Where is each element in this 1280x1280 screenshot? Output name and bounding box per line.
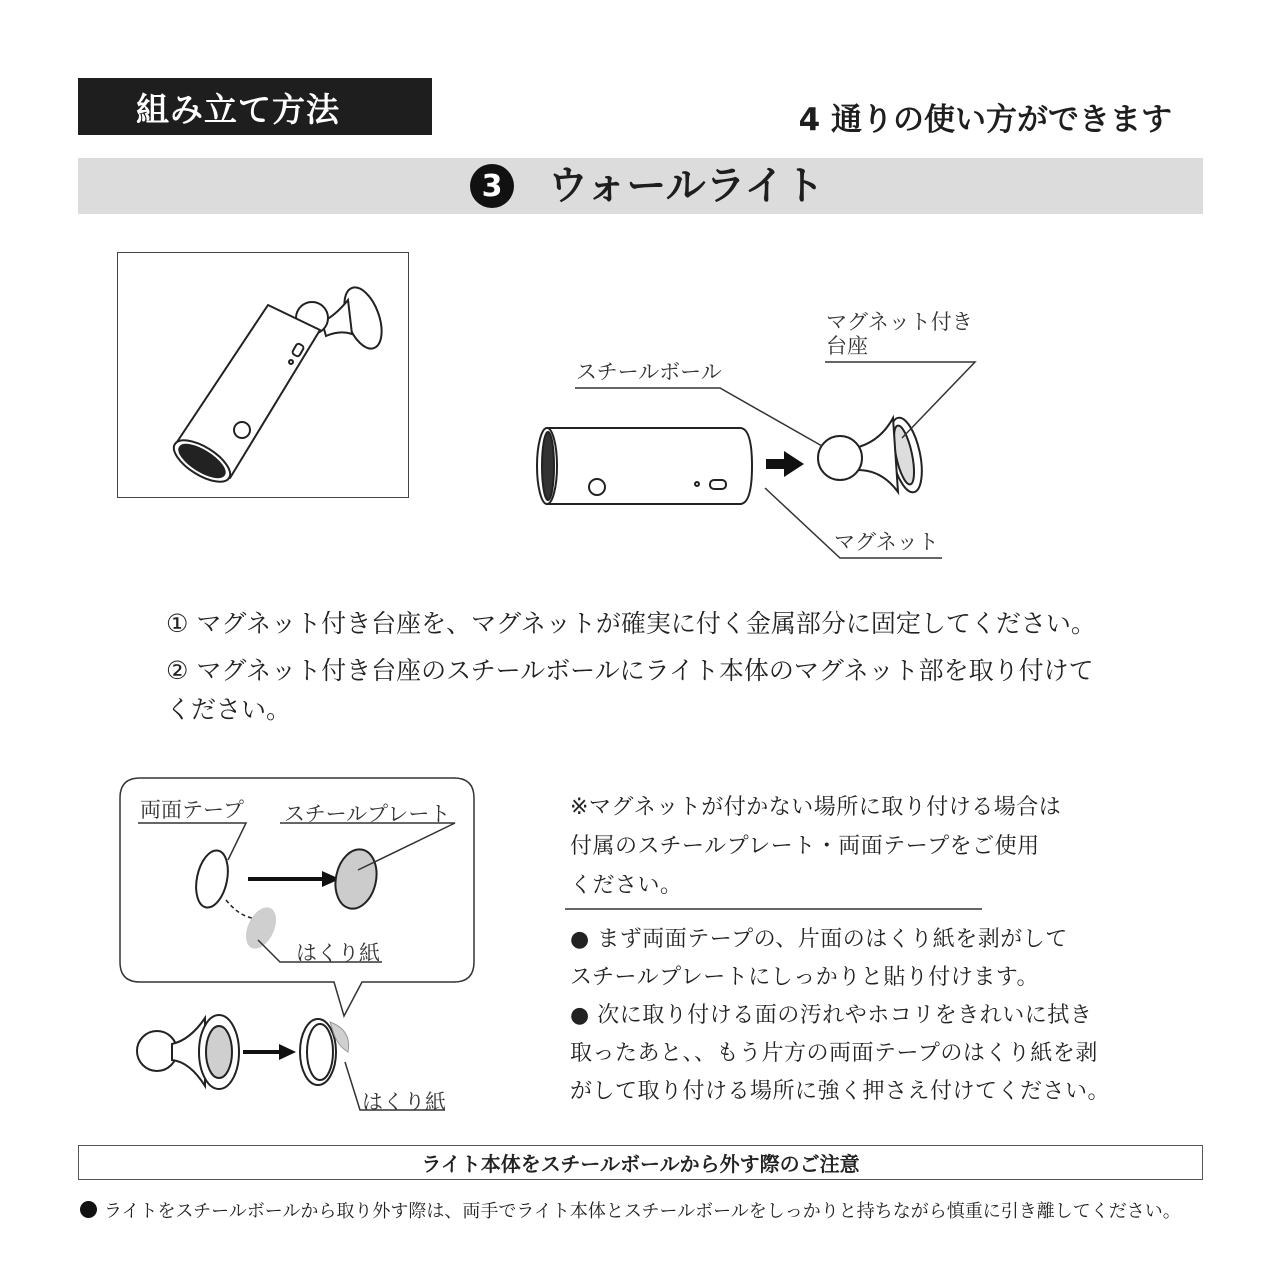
attach-arrow-icon xyxy=(766,451,804,477)
step-2: ② マグネット付き台座のスチールボールにライト本体のマグネット部を取り付けて xyxy=(166,656,1094,685)
step-1: ① マグネット付き台座を、マグネットが確実に付く金属部分に固定してください。 xyxy=(166,609,1096,638)
label-double-tape: 両面テープ xyxy=(140,798,244,822)
mount-arrow-icon xyxy=(243,1044,296,1060)
magnet-base-illustration xyxy=(818,415,928,495)
note-line-2: 付属のスチールプレート・両面テープをご使用 xyxy=(570,834,1040,859)
note-divider xyxy=(565,908,982,910)
caution-heading: ライト本体をスチールボールから外す際のご注意 xyxy=(78,1145,1203,1180)
bullet-2-line-2: 取ったあと、、もう片方の両面テープのはくり紙を剥 xyxy=(570,1041,1098,1066)
bullet-1-line-2: スチールプレートにしっかりと貼り付けます。 xyxy=(570,965,1039,990)
label-release-paper: はくり紙 xyxy=(296,941,380,965)
label-magnet-base-line2: 台座 xyxy=(826,334,868,358)
bullet-1-line-1: ● まず両面テープの、片面のはくり紙を剥がして xyxy=(570,927,1068,952)
light-body-illustration xyxy=(537,428,752,504)
caution-text: ライトをスチールボールから取り外す際は、両手でライト本体とスチールボールをしっかりと持ちながら慎重に引き離してください。 xyxy=(104,1201,1181,1222)
label-magnet-base-line1: マグネット付き xyxy=(826,310,973,334)
bullet-2-line-1: ● 次に取り付ける面の汚れやホコリをきれいに拭き xyxy=(570,1003,1093,1028)
label-magnet: マグネット xyxy=(834,530,939,554)
label-release-paper-bottom: はくり紙 xyxy=(362,1090,446,1114)
bullet-dot-icon xyxy=(80,1201,97,1218)
bullet-2-line-3: がして取り付ける場所に強く押さえ付けてください。 xyxy=(570,1079,1111,1104)
page-subtitle: 4 通りの使い方ができます xyxy=(798,102,1172,138)
section-number-badge: 3 xyxy=(470,164,514,208)
section-title: ウォールライト xyxy=(548,163,825,209)
step-2-continued: ください。 xyxy=(166,695,292,724)
page-title: 組み立て方法 xyxy=(136,90,340,129)
base-with-plate-illustration xyxy=(137,1015,239,1089)
label-steel-ball: スチールボール xyxy=(576,360,722,384)
plate-with-paper-illustration xyxy=(300,1019,349,1085)
note-line-3: ください。 xyxy=(570,873,683,898)
mounted-light-illustration xyxy=(167,282,389,489)
label-steel-plate: スチールプレート xyxy=(284,802,451,826)
note-line-1: ※マグネットが付かない場所に取り付ける場合は xyxy=(570,795,1062,820)
